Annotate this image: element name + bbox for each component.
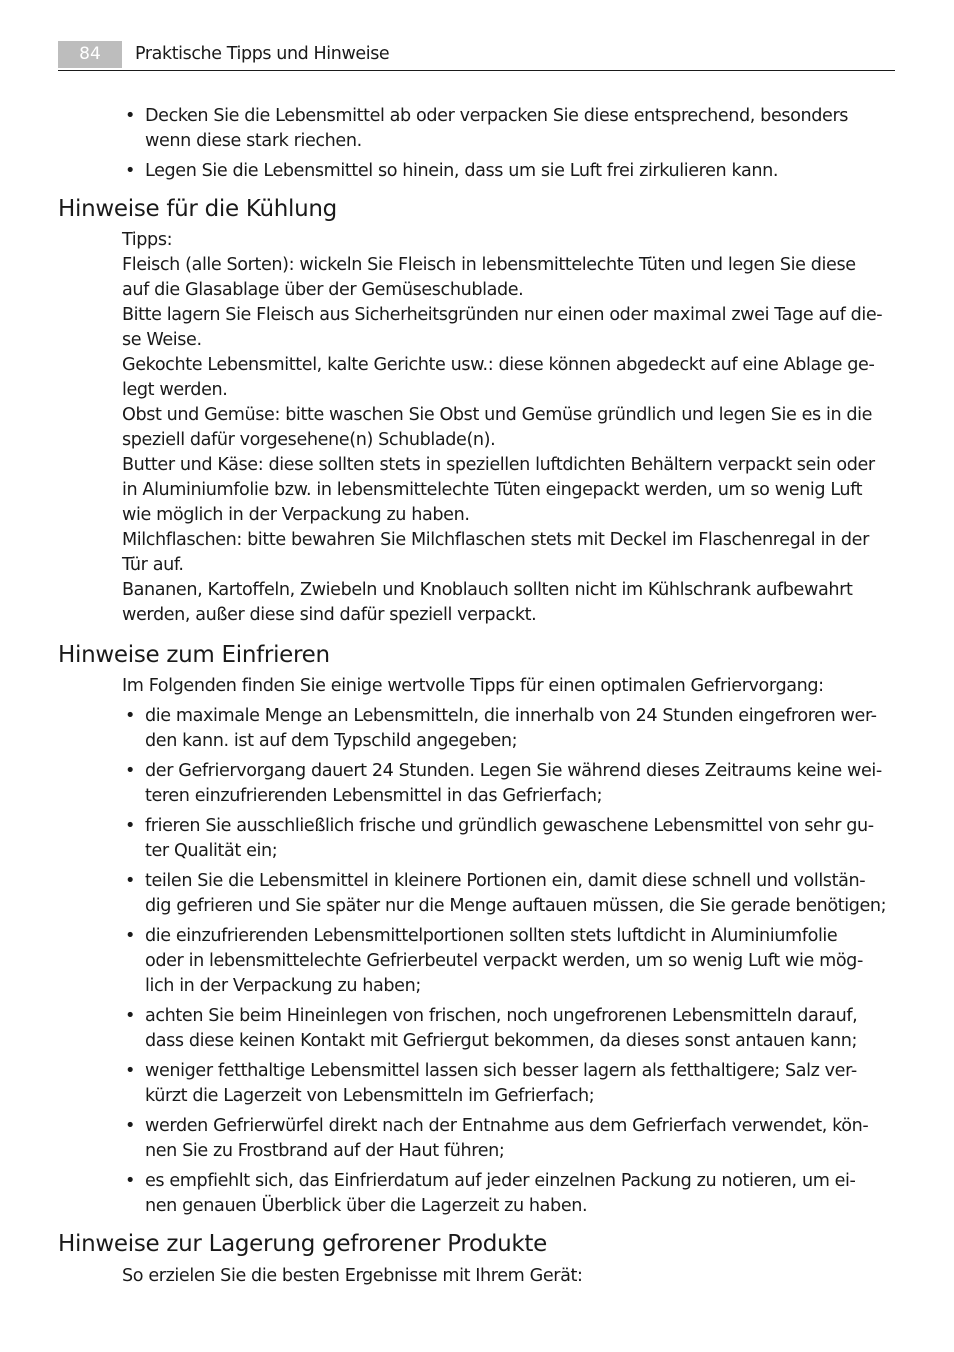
- bullet-icon: •: [125, 871, 135, 891]
- bullet-icon: •: [125, 706, 135, 726]
- einfrieren-intro-block: [58, 674, 895, 699]
- tip-paragraph: Butter und Käse: diese sollten stets in speziellen luftdichten Behältern verpackt sein oder in Aluminiumfolie bzw. in lebensmittelechte Tüten eingepackt werden, um so wenig Luft wie möglich in der Verpackung zu haben.: [122, 455, 875, 525]
- list-item: [122, 1059, 895, 1109]
- list-item: [122, 1169, 895, 1219]
- list-item-text: weniger fetthaltige Lebensmittel lassen sich besser lagern als fetthaltigere; Salz ver- kürzt die Lagerzeit von Lebensmitteln im Gefrierfach;: [145, 1061, 857, 1106]
- tip-paragraph: Bananen, Kartoffeln, Zwiebeln und Knoblauch sollten nicht im Kühlschrank aufbewahrt werden, außer diese sind dafür speziell verpackt.: [122, 580, 853, 625]
- bullet-icon: •: [125, 926, 135, 946]
- tip-paragraph: Bitte lagern Sie Fleisch aus Sicherheitsgründen nur einen oder maximal zwei Tage auf die- se Weise.: [122, 305, 883, 350]
- tip-paragraph: Fleisch (alle Sorten): wickeln Sie Fleisch in lebensmittelechte Tüten und legen Sie diese auf die Glasablage über der Gemüseschublade.: [122, 255, 856, 300]
- list-item: [122, 159, 895, 184]
- list-item-text: die maximale Menge an Lebensmitteln, die innerhalb von 24 Stunden eingefroren wer- den kann. ist auf dem Typschild angegeben;: [145, 706, 877, 751]
- running-header-title: Praktische Tipps und Hinweise: [135, 44, 390, 64]
- list-item-text: teilen Sie die Lebensmittel in kleinere Portionen ein, damit diese schnell und vollstän- dig gefrieren und Sie später nur die Menge auftauen müssen, die Sie gerade benötigen;: [145, 871, 887, 916]
- page-number: 84: [58, 41, 122, 68]
- bullet-icon: •: [125, 161, 135, 181]
- kuehlung-tips: [58, 228, 895, 628]
- list-item-text: werden Gefrierwürfel direkt nach der Entnahme aus dem Gefrierfach verwendet, kön- nen Sie zu Frostbrand auf der Haut führen;: [145, 1116, 869, 1161]
- einfrieren-bullet-list: [58, 704, 895, 1219]
- bullet-icon: •: [125, 761, 135, 781]
- list-item-text: Decken Sie die Lebensmittel ab oder verpacken Sie diese entsprechend, besonders wenn diese stark riechen.: [145, 106, 849, 151]
- section-heading-lagerung: Hinweise zur Lagerung gefrorener Produkte: [58, 1231, 547, 1257]
- list-item: [122, 814, 895, 864]
- bullet-icon: •: [125, 106, 135, 126]
- bullet-icon: •: [125, 816, 135, 836]
- einfrieren-intro: Im Folgenden finden Sie einige wertvolle Tipps für einen optimalen Gefriervorgang:: [122, 676, 824, 696]
- lagerung-intro: So erzielen Sie die besten Ergebnisse mit Ihrem Gerät:: [122, 1266, 583, 1286]
- list-item-text: die einzufrierenden Lebensmittelportionen sollten stets luftdicht in Aluminiumfolie oder in lebensmittelechte Gefrierbeutel verpackt werden, um so wenig Luft wie mög- lich in der Verpackung zu haben;: [145, 926, 863, 996]
- tip-paragraph: Obst und Gemüse: bitte waschen Sie Obst und Gemüse gründlich und legen Sie es in die speziell dafür vorgesehene(n) Schublade(n).: [122, 405, 873, 450]
- list-item: [122, 869, 895, 919]
- list-item: [122, 1114, 895, 1164]
- lagerung-intro-block: [58, 1264, 895, 1289]
- bullet-icon: •: [125, 1006, 135, 1026]
- bullet-icon: •: [125, 1171, 135, 1191]
- list-item-text: Legen Sie die Lebensmittel so hinein, dass um sie Luft frei zirkulieren kann.: [145, 161, 779, 181]
- section-heading-kuehlung: Hinweise für die Kühlung: [58, 196, 337, 222]
- list-item: [122, 1004, 895, 1054]
- tips-label: Tipps:: [122, 230, 173, 250]
- tip-paragraph: Milchflaschen: bitte bewahren Sie Milchflaschen stets mit Deckel im Flaschenregal in der Tür auf.: [122, 530, 869, 575]
- list-item: [122, 924, 895, 999]
- tip-paragraph: Gekochte Lebensmittel, kalte Gerichte usw.: diese können abgedeckt auf eine Ablage ge- legt werden.: [122, 355, 875, 400]
- list-item: [122, 759, 895, 809]
- list-item-text: achten Sie beim Hineinlegen von frischen, noch ungefrorenen Lebensmitteln darauf, dass diese keinen Kontakt mit Gefriergut bekommen, da dieses sonst antauen kann;: [145, 1006, 858, 1051]
- bullet-icon: •: [125, 1061, 135, 1081]
- list-item-text: es empfiehlt sich, das Einfrierdatum auf jeder einzelnen Packung zu notieren, um ei- nen genauen Überblick über die Lagerzeit zu haben.: [145, 1171, 856, 1216]
- list-item: [122, 704, 895, 754]
- section-heading-einfrieren: Hinweise zum Einfrieren: [58, 642, 330, 668]
- list-item-text: der Gefriervorgang dauert 24 Stunden. Legen Sie während dieses Zeitraums keine wei- teren einzufrierenden Lebensmittel in das Gefrierfach;: [145, 761, 882, 806]
- header-divider: [58, 70, 895, 71]
- list-item: [122, 104, 895, 154]
- bullet-icon: •: [125, 1116, 135, 1136]
- list-item-text: frieren Sie ausschließlich frische und gründlich gewaschene Lebensmittel von sehr gu- ter Qualität ein;: [145, 816, 874, 861]
- page-content: [58, 104, 895, 1289]
- top-bullet-list: [58, 104, 895, 184]
